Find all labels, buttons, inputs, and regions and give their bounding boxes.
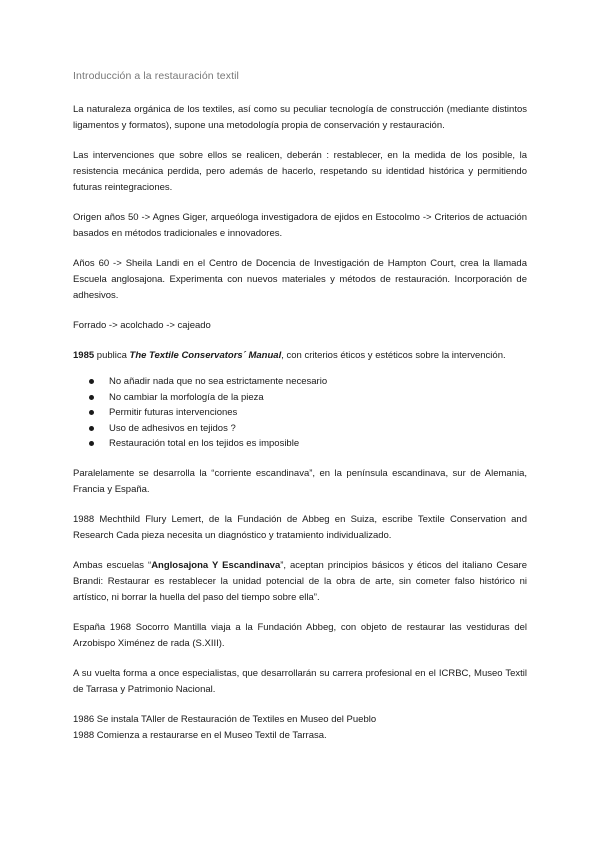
paragraph-1988-flury: 1988 Mechthild Flury Lemert, de la Fundación de Abbeg en Suiza, escribe Textile Conservation and Research Cada pieza necesita un diagnóstico y tratamiento individualizado. <box>73 513 527 541</box>
paragraph-both-schools: Ambas escuelas “Anglosajona Y Escandinava”, aceptan principios básicos y éticos del italiano Cesare Brandi: Restaurar es restablecer la unidad potencial de la obra de arte, sin cometer falso histórico ni artístico, ni borrar la huella del paso del tiempo sobre ella”. <box>73 559 527 603</box>
paragraph-1986: 1986 Se instala TAller de Restauración de Textiles en Museo del Pueblo <box>73 713 377 725</box>
paragraph-1988-tarrasa: 1988 Comienza a restaurarse en el Museo Textil de Tarrasa. <box>73 729 327 741</box>
list-item: Permitir futuras intervenciones <box>89 405 527 421</box>
bullet-icon <box>89 410 94 415</box>
paragraph-techniques: Forrado -> acolchado -> cajeado <box>73 320 211 331</box>
paragraph-origin-50s: Origen años 50 -> Agnes Giger, arqueóloga investigadora de ejidos en Estocolmo -> Criterios de actuación basados en métodos tradicionales e innovadores. <box>73 212 527 239</box>
year-1985: 1985 <box>73 350 95 361</box>
book-title: The Textile Conservators´ Manual <box>129 350 282 361</box>
bullet-icon <box>89 379 94 384</box>
paragraph-spain-1968: España 1968 Socorro Mantilla viaja a la Fundación Abbeg, con objeto de restaurar las vestiduras del Arzobispo Ximénez de rada (S.XIII). <box>73 621 527 649</box>
paragraph-intro: La naturaleza orgánica de los textiles, así como su peculiar tecnología de construcción (mediante distintos ligamentos y formatos), supone una metodología propia de conservación y restauración. <box>73 104 527 131</box>
paragraph-interventions: Las intervenciones que sobre ellos se realicen, deberán : restablecer, en la medida de los posible, la resistencia mecánica perdida, pero además de hacerlo, respetando su identidad histórica y permitiendo futuras reintegraciones. <box>73 150 527 193</box>
bullet-icon <box>89 426 94 431</box>
bullet-icon <box>89 395 94 400</box>
schools-names: Anglosajona Y Escandinava <box>151 559 281 571</box>
list-item: No añadir nada que no sea estrictamente necesario <box>89 374 527 390</box>
paragraph-1985-manual <box>73 348 527 364</box>
list-item: No cambiar la morfología de la pieza <box>89 390 527 406</box>
list-item: Uso de adhesivos en tejidos ? <box>89 421 527 437</box>
criteria-list <box>73 374 527 452</box>
paragraph-scandinavian: Paralelamente se desarrolla la “corriente escandinava”, en la península escandinava, sur de Alemania, Francia y España. <box>73 467 527 495</box>
document-title: Introducción a la restauración textil <box>73 70 239 82</box>
list-item: Restauración total en los tejidos es imposible <box>89 436 527 452</box>
text-criteria: , con criterios éticos y estéticos sobre la intervención. <box>281 350 506 361</box>
text-publica: publica <box>94 350 130 361</box>
paragraph-60s-landi: Años 60 -> Sheila Landi en el Centro de Docencia de Investigación de Hampton Court, crea la llamada Escuela anglosajona. Experimenta con nuevos materiales y métodos de restauración. Incorporación de adhesivos. <box>73 258 527 301</box>
bullet-icon <box>89 441 94 446</box>
paragraph-specialists: A su vuelta forma a once especialistas, que desarrollarán su carrera profesional en el ICRBC, Museo Textil de Tarrasa y Patrimonio Nacional. <box>73 667 527 695</box>
